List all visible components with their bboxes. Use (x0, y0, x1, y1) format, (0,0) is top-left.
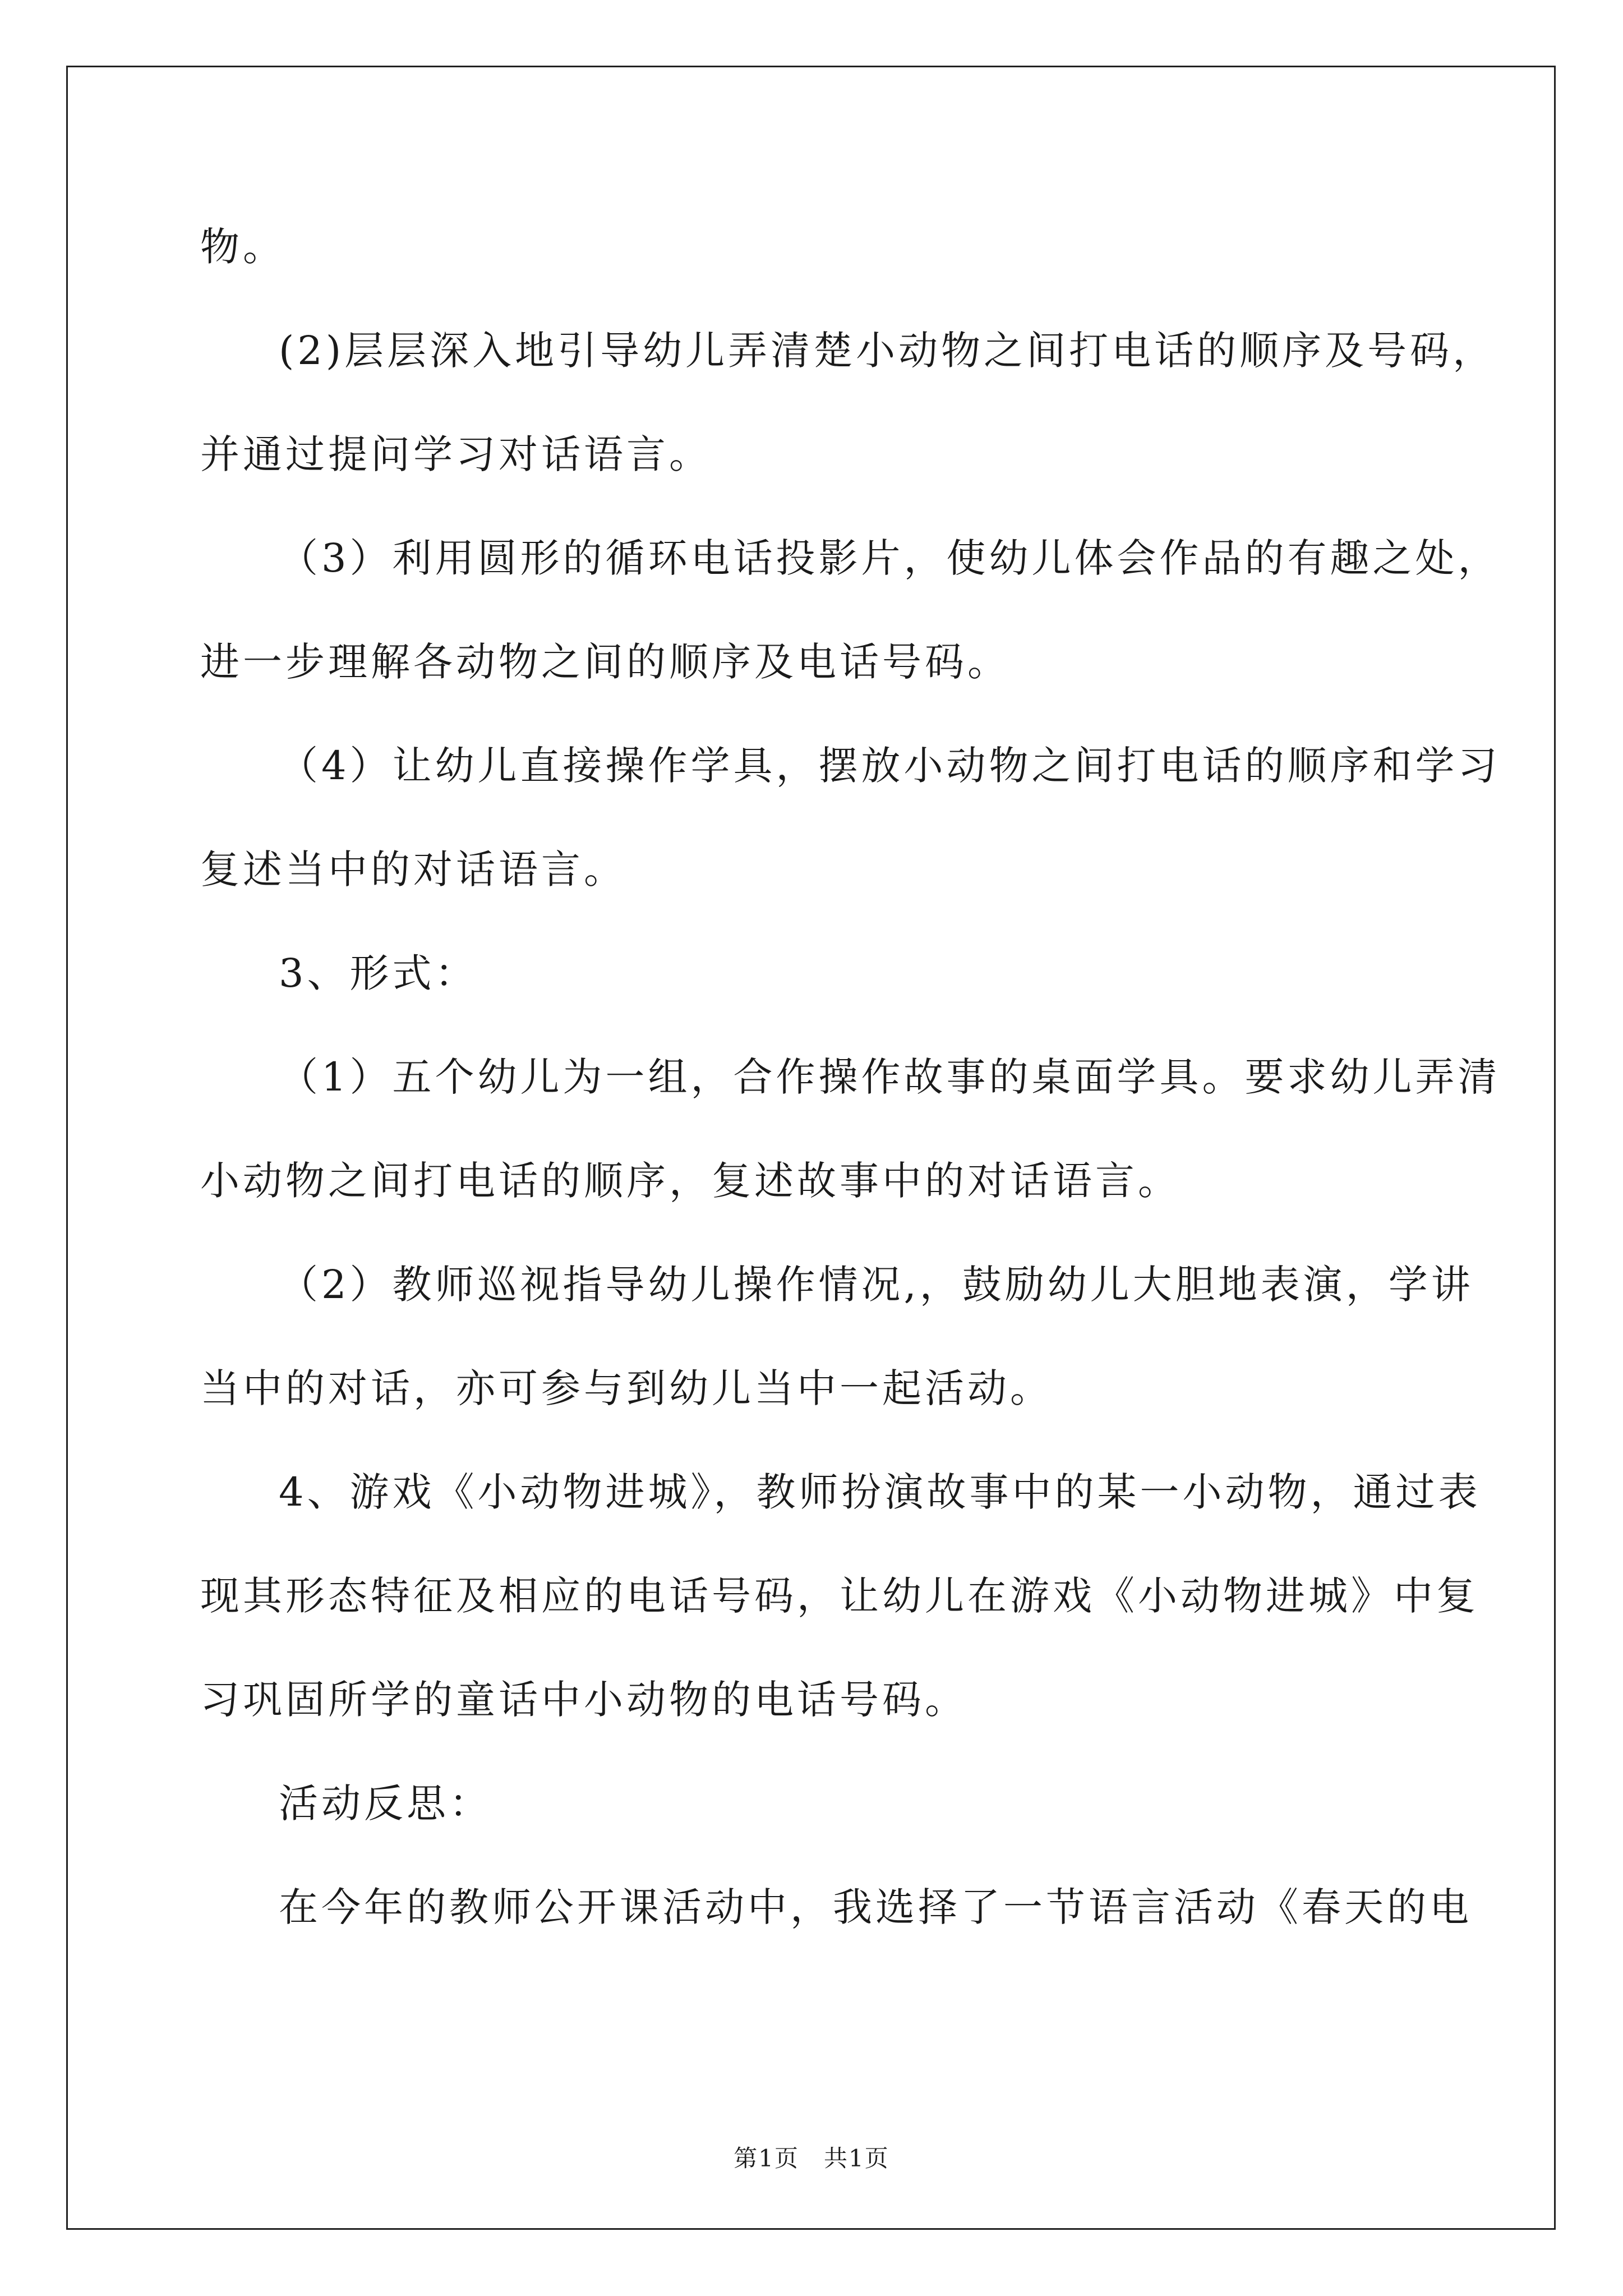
text-line-7: 复述当中的对话语言。 (200, 846, 626, 892)
text-line-10: 小动物之间打电话的顺序，复述故事中的对话语言。 (200, 1158, 1181, 1204)
text-line-11: （2）教师巡视指导幼儿操作情况,，鼓励幼儿大胆地表演，学讲 (279, 1262, 1474, 1308)
text-line-17: 在今年的教师公开课活动中，我选择了一节语言活动《春天的电 (279, 1884, 1472, 1930)
text-line-2: (2)层层深入地引导幼儿弄清楚小动物之间打电话的顺序及号码， (279, 328, 1496, 374)
text-line-15: 习巩固所学的童话中小动物的电话号码。 (200, 1677, 967, 1723)
page-footer: 第1页 共1页 (734, 2145, 889, 2172)
text-line-12: 当中的对话，亦可参与到幼儿当中一起活动。 (200, 1365, 1053, 1411)
text-line-1: 物。 (200, 224, 285, 270)
text-line-6: （4）让幼儿直接操作学具，摆放小动物之间打电话的顺序和学习 (279, 743, 1501, 789)
text-line-9: （1）五个幼儿为一组，合作操作故事的桌面学具。要求幼儿弄清 (279, 1054, 1501, 1100)
text-line-8: 3、形式： (279, 950, 478, 996)
text-line-5: 进一步理解各动物之间的顺序及电话号码。 (200, 639, 1010, 685)
text-line-3: 并通过提问学习对话语言。 (200, 431, 712, 477)
text-line-14: 现其形态特征及相应的电话号码，让幼儿在游戏《小动物进城》中复 (200, 1573, 1479, 1619)
text-line-4: （3）利用圆形的循环电话投影片，使幼儿体会作品的有趣之处， (279, 535, 1501, 581)
text-line-13: 4、游戏《小动物进城》，教师扮演故事中的某一小动物，通过表 (279, 1469, 1481, 1515)
text-line-16: 活动反思： (279, 1780, 492, 1826)
